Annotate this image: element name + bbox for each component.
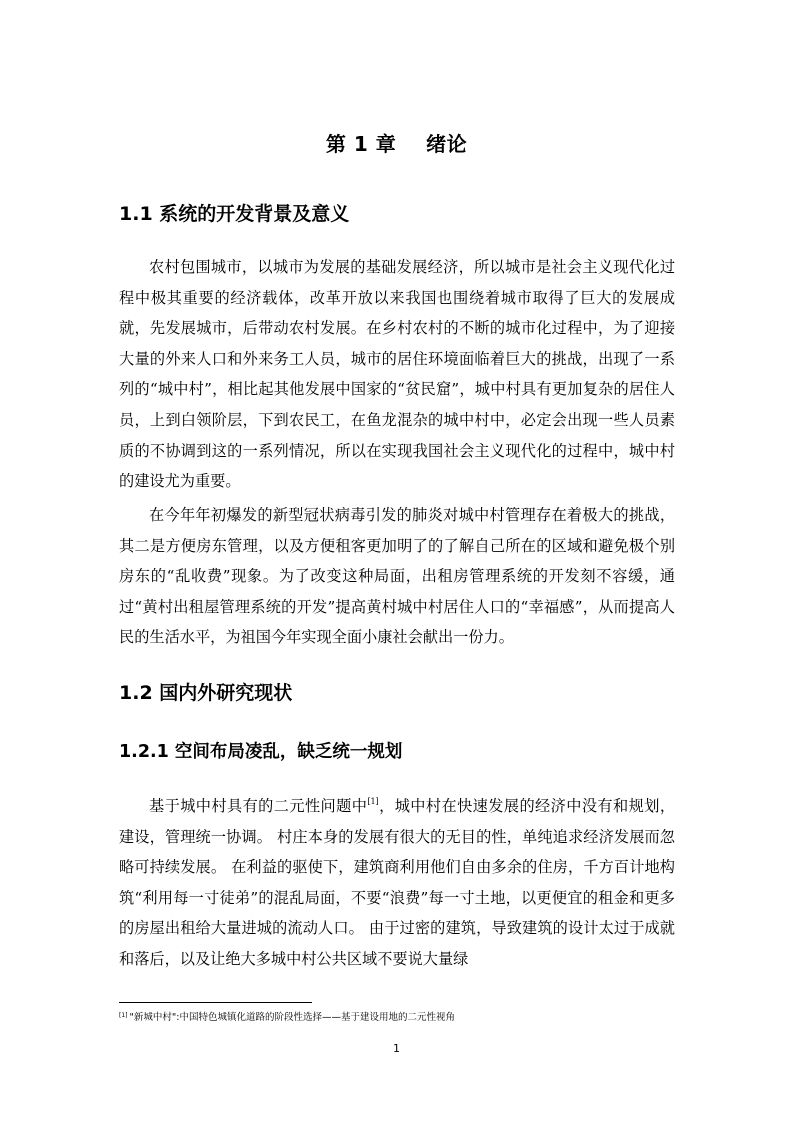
subsection-heading-1-2-1: 1.2.1 空间布局凌乱，缺乏统一规划: [119, 742, 403, 762]
footnote-reference: [1]: [367, 797, 379, 806]
footnote-text: "新城中村":中国特色城镇化道路的阶段性选择——基于建设用地的二元性视角: [129, 1012, 455, 1023]
chapter-title: 第 1 章 绪论: [325, 132, 468, 156]
page-number: 1: [393, 1042, 400, 1055]
footnote-separator: [119, 1002, 312, 1003]
paragraph-spatial-layout: [119, 791, 675, 975]
paragraph-background-1: 农村包围城市，以城市为发展的基础发展经济，所以城市是社会主义现代化过程中极其重要的经济载体，改革开放以来我国也围绕着城市取得了巨大的发展成就，先发展城市，后带动农村发展。在乡村农村的不断的城市化过程中，为了迎接大量的外来人口和外来务工人员，城市的居住环境面临着巨大的挑战，出现了一系列的“城中村”，相比起其他发展中国家的“贫民窟”，城中村具有更加复杂的居住人员，上到白领阶层，下到农民工，在鱼龙混杂的城中村中，必定会出现一些人员素质的不协调到这的一系列情况，所以在实现我国社会主义现代化的过程中，城中村的建设尤为重要。: [119, 258, 675, 491]
footnote-marker: [1]: [119, 1012, 128, 1019]
paragraph-text-rest: ，城中村在快速发展的经济中没有和规划，建设，管理统一协调。 村庄本身的发展有很大的无目的性，单纯追求经济发展而忽略可持续发展。 在利益的驱使下，建筑商利用他们自由多余的住房，千方百计地构筑“利用每一寸徒弟”的混乱局面，不要“浪费”每一寸土地，以更便宜的租金和更多的房屋出租给大量进城的流动人口。 由于过密的建筑，导致建筑的设计太过于成就和落后，以及让绝大多城中村公共区域不要说大量绿: [119, 797, 676, 968]
paragraph-text-start: 基于城中村具有的二元性问题中: [149, 797, 368, 815]
paragraph-background-2: 在今年年初爆发的新型冠状病毒引发的肺炎对城中村管理存在着极大的挑战，其二是方便房东管理，以及方便租客更加明了的了解自己所在的区域和避免极个别房东的“乱收费”现象。为了改变这种局面，出租房管理系统的开发刻不容缓，通过“黄村出租屋管理系统的开发”提高黄村城中村居住人口的“幸福感”，从而提高人民的生活水平，为祖国今年实现全面小康社会献出一份力。: [119, 506, 675, 647]
section-heading-1-2: 1.2 国内外研究现状: [119, 682, 293, 704]
footnote: [119, 1011, 455, 1025]
section-heading-1-1: 1.1 系统的开发背景及意义: [119, 203, 350, 225]
